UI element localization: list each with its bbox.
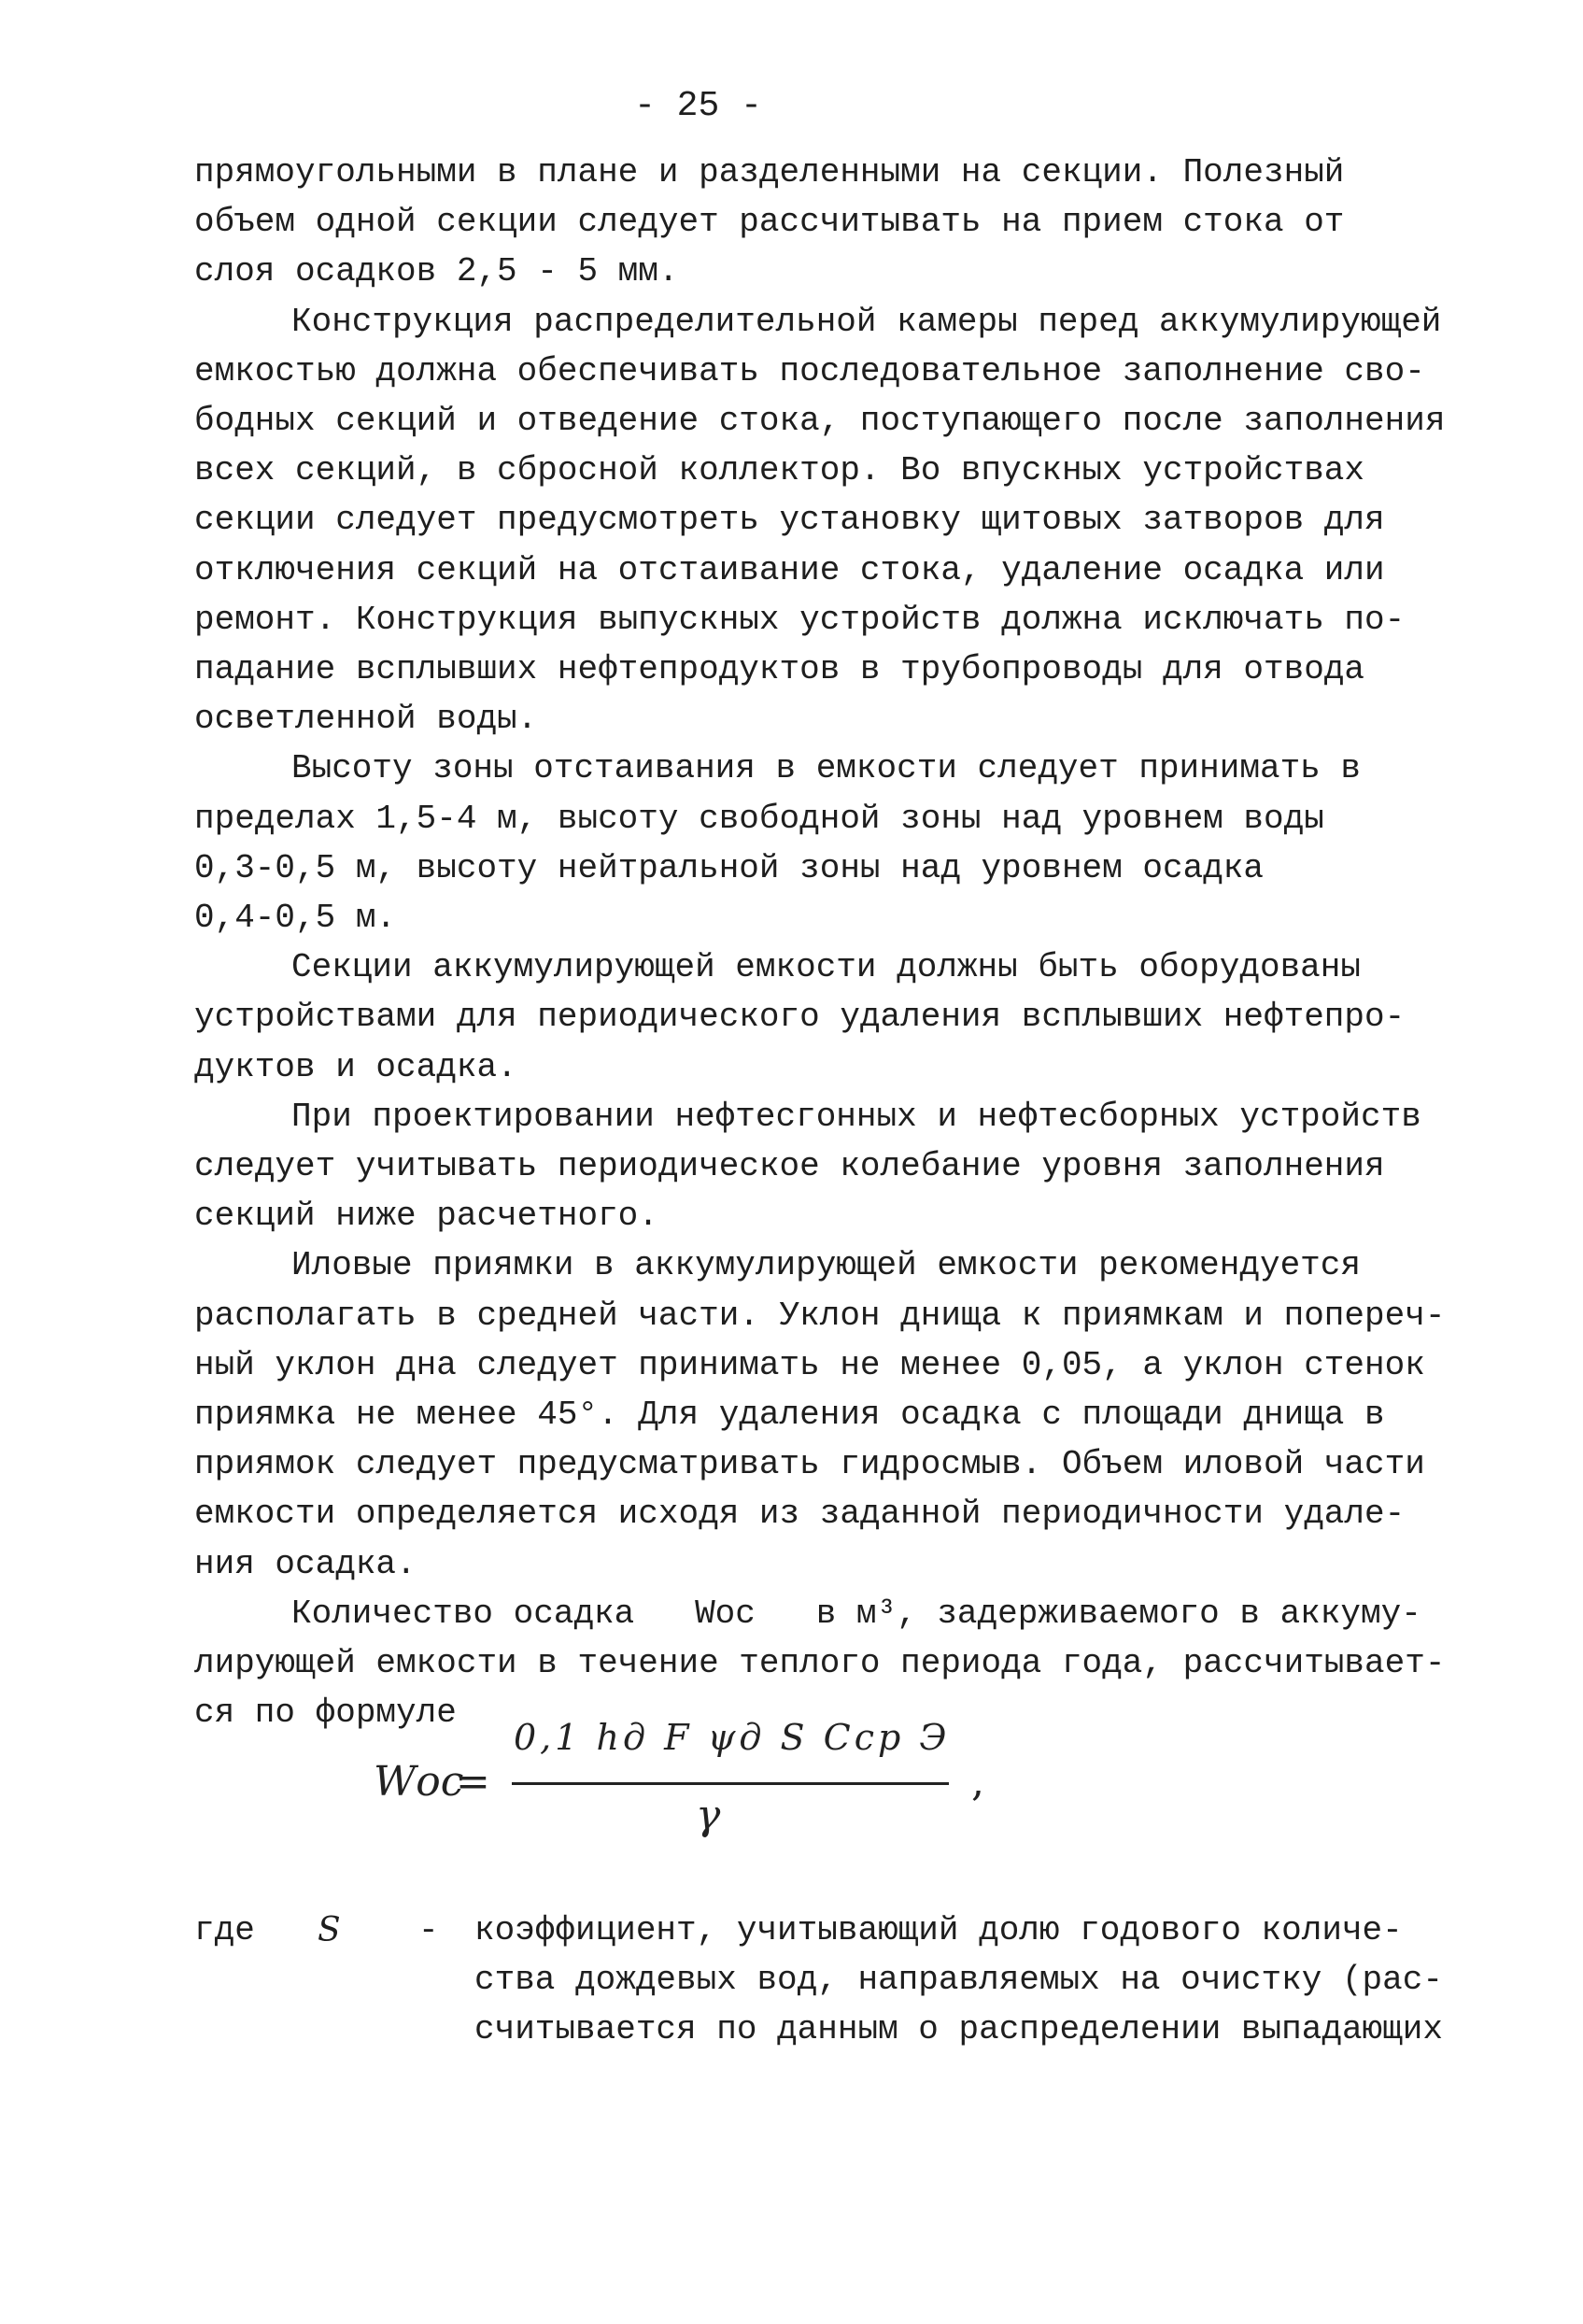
paragraph bbox=[194, 1240, 1446, 1588]
formula-numerator: 0,1 hд F ψд S Cср Э bbox=[514, 1717, 951, 1758]
text-line: При проектировании нефтесгонных и нефтесборных устройств bbox=[291, 1097, 1421, 1136]
text-line: приямка не менее 45°. Для удаления осадка с площади днища в bbox=[194, 1396, 1385, 1435]
text-line: ный уклон дна следует принимать не менее 0,05, а уклон стенок bbox=[194, 1345, 1425, 1384]
page-number: - 25 - bbox=[634, 86, 762, 126]
text-line: приямок следует предусматривать гидросмыв. Объем иловой части bbox=[194, 1445, 1425, 1484]
paragraph bbox=[194, 148, 1436, 297]
where-line: ства дождевых вод, направляемых на очистку (рас- bbox=[474, 1961, 1443, 2000]
fraction-bar bbox=[512, 1782, 949, 1785]
text-line: устройствами для периодического удаления всплывших нефтепро- bbox=[194, 998, 1406, 1037]
text-line: всех секций, в сбросной коллектор. Во впускных устройствах bbox=[194, 451, 1365, 490]
text-line: секций ниже расчетного. bbox=[194, 1197, 658, 1236]
text-line: емкостью должна обеспечивать последовательное заполнение сво- bbox=[194, 351, 1425, 390]
where-line: коэффициент, учитывающий долю годового количе- bbox=[474, 1911, 1403, 1949]
text-line: Секции аккумулирующей емкости должны быть оборудованы bbox=[291, 948, 1361, 987]
paragraph bbox=[194, 744, 1436, 942]
text-line: располагать в средней части. Уклон днища к приямкам и попереч- bbox=[194, 1296, 1446, 1335]
paragraph bbox=[194, 1092, 1436, 1241]
formula-denominator: γ bbox=[696, 1792, 721, 1839]
text-line: ния осадка. bbox=[194, 1544, 417, 1583]
body-text bbox=[194, 148, 1446, 1738]
formula-equals: = bbox=[456, 1758, 490, 1806]
formula bbox=[374, 1709, 1027, 1878]
text-line: следует учитывать периодическое колебание уровня заполнения bbox=[194, 1147, 1385, 1186]
paragraph bbox=[194, 942, 1436, 1092]
text-line: 0,3-0,5 м, высоту нейтральной зоны над уровнем осадка bbox=[194, 848, 1264, 887]
text-line: Иловые приямки в аккумулирующей емкости рекомендуется bbox=[291, 1246, 1361, 1285]
text-line: бодных секций и отведение стока, поступающего после заполнения bbox=[194, 402, 1446, 441]
where-dash: - bbox=[418, 1911, 439, 1949]
text-line: прямоугольными в плане и разделенными на секции. Полезный bbox=[194, 153, 1345, 191]
text-line: ся по формуле bbox=[194, 1693, 457, 1733]
text-line: падание всплывших нефтепродуктов в трубопроводы для отвода bbox=[194, 650, 1365, 689]
text-line: пределах 1,5-4 м, высоту свободной зоны над уровнем воды bbox=[194, 799, 1324, 838]
text-line: Высоту зоны отстаивания в емкости следует принимать в bbox=[291, 749, 1361, 788]
where-symbol: S bbox=[318, 1911, 341, 1949]
formula-comma: , bbox=[971, 1758, 984, 1806]
text-line: секции следует предусмотреть установку щитовых затворов для bbox=[194, 501, 1385, 540]
formula-lhs: Wос bbox=[374, 1758, 464, 1806]
text-line: лирующей емкости в течение теплого периода года, рассчитывает- bbox=[194, 1644, 1446, 1683]
text-line: объем одной секции следует рассчитывать на прием стока от bbox=[194, 203, 1345, 242]
paragraph bbox=[194, 297, 1446, 744]
where-word: где bbox=[194, 1911, 255, 1949]
text-line: отключения секций на отстаивание стока, удаление осадка или bbox=[194, 550, 1385, 589]
where-line: считывается по данным о распределении выпадающих bbox=[474, 2010, 1443, 2049]
text-line: Количество осадка Wос в м³, задерживаемого в аккуму- bbox=[291, 1594, 1421, 1633]
text-line: 0,4-0,5 м. bbox=[194, 899, 397, 938]
text-line: дуктов и осадка. bbox=[194, 1047, 517, 1086]
where-description bbox=[474, 1906, 1446, 2055]
text-line: Конструкция распределительной камеры перед аккумулирующей bbox=[291, 302, 1442, 341]
text-line: емкости определяется исходя из заданной периодичности удале- bbox=[194, 1495, 1406, 1534]
text-line: ремонт. Конструкция выпускных устройств должна исключать по- bbox=[194, 600, 1406, 639]
text-line: слоя осадков 2,5 - 5 мм. bbox=[194, 252, 679, 291]
text-line: осветленной воды. bbox=[194, 700, 538, 739]
